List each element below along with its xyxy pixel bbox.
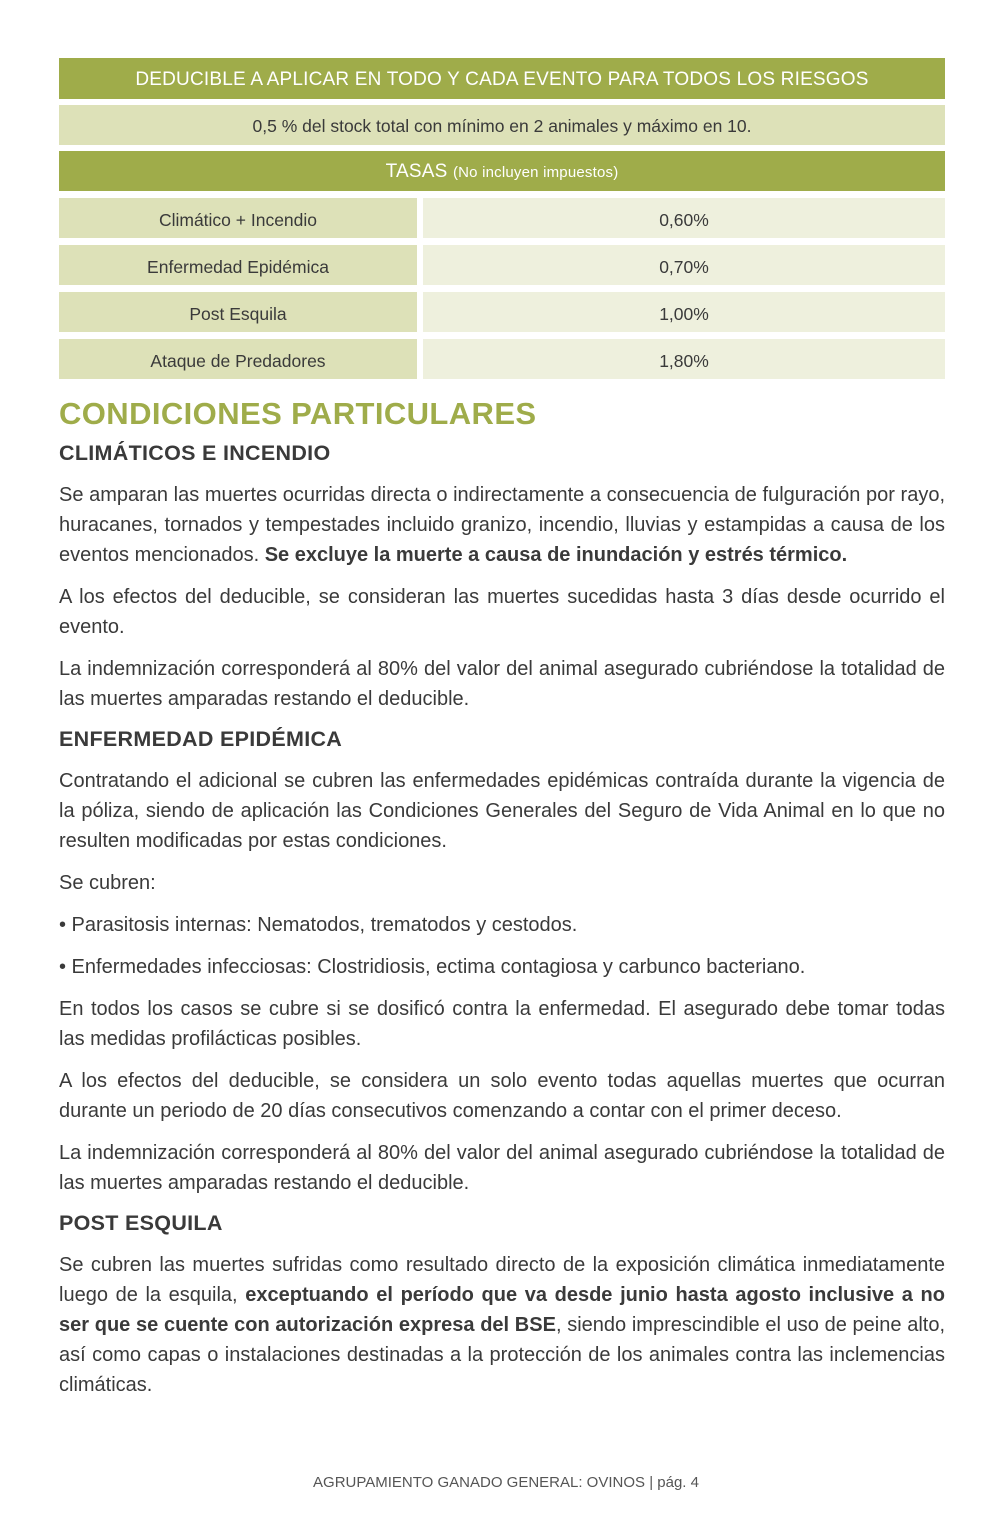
climatic-heading: CLIMÁTICOS E INCENDIO [59, 441, 331, 465]
post-shearing-paragraph [59, 1250, 945, 1400]
post-shearing-text-b: , siendo imprescindible el uso de peine alto, así como capas o instalaciones destinadas a la protección de los animales contra las inclemencias climáticas. [59, 1314, 945, 1396]
post-shearing-text-a: Se cubren las muertes sufridas como resultado directo de la exposición climática inmediatamente luego de la esquila, [59, 1254, 945, 1306]
section-title: CONDICIONES PARTICULARES [59, 396, 537, 431]
climatic-exclusion: Se excluye la muerte a causa de inundación y estrés térmico. [264, 544, 848, 566]
deductible-text: 0,5 % del stock total con mínimo en 2 animales y máximo en 10. [59, 105, 945, 145]
climatic-paragraph-2: A los efectos del deducible, se consideran las muertes sucedidas hasta 3 días desde ocurrido el evento. [59, 586, 945, 638]
rate-value: 1,00% [423, 292, 945, 332]
epidemic-paragraph-4: A los efectos del deducible, se considera un solo evento todas aquellas muertes que ocurran durante un periodo de 20 días consecutivos comenzando a contar con el primer deceso. [59, 1070, 945, 1122]
rate-value: 1,80% [423, 339, 945, 379]
post-shearing-heading: POST ESQUILA [59, 1211, 223, 1235]
list-item: • Parasitosis internas: Nematodos, trematodos y cestodos. [59, 914, 578, 936]
rate-row [59, 198, 945, 238]
climatic-paragraph-1 [59, 480, 945, 570]
epidemic-paragraph-2: Se cubren: [59, 872, 156, 894]
rate-name: Post Esquila [59, 292, 417, 332]
rate-row [59, 292, 945, 332]
rates-header [59, 151, 945, 191]
page-footer: AGRUPAMIENTO GANADO GENERAL: OVINOS | pág. 4 [313, 1474, 699, 1491]
rate-value: 0,70% [423, 245, 945, 285]
rate-name: Enfermedad Epidémica [59, 245, 417, 285]
rate-row [59, 339, 945, 379]
epidemic-paragraph-3: En todos los casos se cubre si se dosificó contra la enfermedad. El asegurado debe tomar todas las medidas profilácticas posibles. [59, 998, 945, 1050]
climatic-paragraph-3: La indemnización corresponderá al 80% del valor del animal asegurado cubriéndose la totalidad de las muertes amparadas restando el deducible. [59, 658, 945, 710]
list-item: • Enfermedades infecciosas: Clostridiosis, ectima contagiosa y carbunco bacteriano. [59, 956, 806, 978]
epidemic-paragraph-1: Contratando el adicional se cubren las enfermedades epidémicas contraída durante la vigencia de la póliza, siendo de aplicación las Condiciones Generales del Seguro de Vida Animal en lo que no resulten modificadas por estas condiciones. [59, 770, 945, 852]
rate-row [59, 245, 945, 285]
deductible-header: DEDUCIBLE A APLICAR EN TODO Y CADA EVENTO PARA TODOS LOS RIESGOS [59, 58, 945, 99]
epidemic-heading: ENFERMEDAD EPIDÉMICA [59, 727, 343, 751]
climatic-p1-text: Se amparan las muertes ocurridas directa o indirectamente a consecuencia de fulguración por rayo, huracanes, tornados y tempestades incluido granizo, incendio, lluvias y estampidas a causa de los eventos mencionados. [59, 484, 945, 566]
rates-title: TASAS [385, 161, 448, 182]
rate-value: 0,60% [423, 198, 945, 238]
rates-note: (No incluyen impuestos) [452, 164, 619, 181]
rate-name: Climático + Incendio [59, 198, 417, 238]
post-shearing-exception: exceptuando el período que va desde junio hasta agosto inclusive a no ser que se cuente con autorización expresa del BSE [59, 1284, 945, 1336]
page-content [59, 58, 945, 1400]
epidemic-paragraph-5: La indemnización corresponderá al 80% del valor del animal asegurado cubriéndose la totalidad de las muertes amparadas restando el deducible. [59, 1142, 945, 1194]
rate-name: Ataque de Predadores [59, 339, 417, 379]
